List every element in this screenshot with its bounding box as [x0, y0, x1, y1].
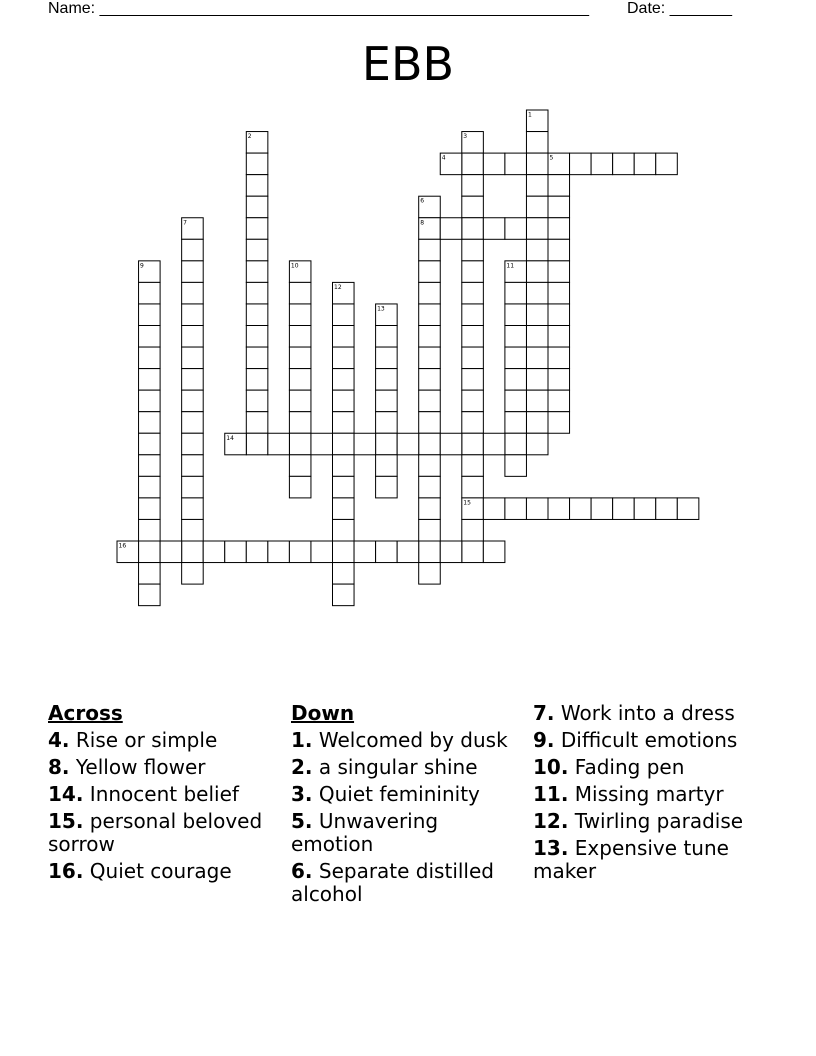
grid-cell[interactable]	[591, 498, 613, 520]
name-field-label[interactable]: Name: _______________________________________________________	[48, 0, 589, 17]
grid-cell[interactable]	[376, 541, 398, 563]
grid-cell[interactable]	[246, 369, 268, 391]
grid-cell[interactable]	[246, 261, 268, 283]
grid-cell[interactable]	[376, 326, 398, 348]
grid-cell[interactable]	[462, 519, 484, 541]
clue-number: 10.	[533, 755, 569, 779]
clue-number: 2.	[291, 755, 313, 779]
clue-down-5	[291, 810, 516, 856]
grid-cell[interactable]	[462, 476, 484, 498]
grid-cell[interactable]	[505, 498, 527, 520]
clue-text: Quiet femininity	[318, 782, 480, 806]
grid-cell[interactable]	[462, 153, 484, 175]
grid-cell[interactable]	[548, 347, 570, 369]
grid-cell[interactable]	[289, 326, 311, 348]
clue-down-11	[533, 783, 768, 806]
grid-cell[interactable]	[333, 390, 355, 412]
clue-number: 4.	[48, 728, 70, 752]
cell-number: 4	[441, 154, 446, 162]
clue-down-7	[533, 702, 768, 725]
clue-down-13	[533, 837, 768, 883]
clue-across-14	[48, 783, 283, 806]
cell-number: 14	[226, 434, 234, 442]
cell-number: 10	[290, 262, 299, 270]
grid-cell[interactable]	[526, 261, 548, 283]
clue-across-8	[48, 756, 283, 779]
grid-cell[interactable]	[462, 326, 484, 348]
grid-cell[interactable]	[289, 433, 311, 455]
grid-cell[interactable]	[182, 282, 204, 304]
grid-cell[interactable]	[139, 412, 161, 434]
grid-cell[interactable]	[333, 326, 355, 348]
grid-cell[interactable]	[548, 261, 570, 283]
cell-number: 1	[527, 111, 532, 119]
grid-cell[interactable]	[225, 541, 247, 563]
grid-cell[interactable]	[182, 563, 204, 585]
clue-number: 7.	[533, 701, 555, 725]
grid-cell[interactable]	[182, 519, 204, 541]
cell-number: 11	[506, 262, 515, 270]
clue-text: Fading pen	[574, 755, 685, 779]
across-heading: Across	[48, 701, 123, 725]
grid-cell[interactable]	[397, 433, 419, 455]
grid-cell[interactable]	[139, 347, 161, 369]
grid-cell[interactable]	[548, 218, 570, 240]
grid-cell[interactable]	[333, 584, 355, 606]
clue-down-6	[291, 860, 516, 906]
grid-cell[interactable]	[419, 498, 441, 520]
grid-cell[interactable]	[548, 282, 570, 304]
cell-number: 16	[118, 542, 127, 550]
date-field-label[interactable]: Date: _______	[627, 0, 732, 17]
grid-cell[interactable]	[246, 412, 268, 434]
grid-cell[interactable]	[526, 196, 548, 218]
grid-cell[interactable]	[289, 369, 311, 391]
grid-cell[interactable]	[526, 239, 548, 261]
grid-cell[interactable]	[139, 519, 161, 541]
grid-cell[interactable]	[289, 412, 311, 434]
grid-cell[interactable]	[419, 519, 441, 541]
grid-cell[interactable]	[246, 433, 268, 455]
grid-cell[interactable]	[526, 326, 548, 348]
grid-cell[interactable]	[139, 282, 161, 304]
grid-cell[interactable]	[440, 541, 462, 563]
clue-across-4	[48, 729, 283, 752]
grid-cell[interactable]	[462, 390, 484, 412]
grid-cell[interactable]	[139, 455, 161, 477]
grid-cell[interactable]	[526, 218, 548, 240]
grid-cell[interactable]	[246, 175, 268, 197]
grid-cell[interactable]	[591, 153, 613, 175]
clue-down-1	[291, 729, 516, 752]
grid-cell[interactable]	[246, 326, 268, 348]
grid-cell[interactable]	[182, 239, 204, 261]
grid-cell[interactable]	[246, 282, 268, 304]
clue-number: 3.	[291, 782, 313, 806]
grid-cell[interactable]	[333, 369, 355, 391]
grid-cell[interactable]	[462, 347, 484, 369]
grid-cell[interactable]	[634, 153, 656, 175]
clue-text: Twirling paradise	[574, 809, 744, 833]
grid-cell[interactable]	[419, 455, 441, 477]
clue-down-10	[533, 756, 768, 779]
grid-cell[interactable]	[548, 369, 570, 391]
clue-text: Difficult emotions	[560, 728, 738, 752]
grid-cell[interactable]	[333, 476, 355, 498]
grid-cell[interactable]	[139, 584, 161, 606]
grid-cell[interactable]	[419, 476, 441, 498]
grid-cell[interactable]	[634, 498, 656, 520]
cell-number: 7	[183, 219, 187, 227]
grid-cell[interactable]	[483, 433, 505, 455]
grid-cell[interactable]	[268, 433, 290, 455]
grid-cell[interactable]	[419, 541, 441, 563]
grid-cell[interactable]	[462, 304, 484, 326]
grid-cell[interactable]	[613, 153, 635, 175]
grid-cell[interactable]	[526, 369, 548, 391]
grid-cell[interactable]	[419, 326, 441, 348]
grid-cell[interactable]	[419, 390, 441, 412]
grid-cell[interactable]	[505, 153, 527, 175]
grid-cell[interactable]	[333, 304, 355, 326]
grid-cell[interactable]	[246, 153, 268, 175]
grid-cell[interactable]	[440, 433, 462, 455]
grid-cell[interactable]	[526, 433, 548, 455]
clue-across-15	[48, 810, 283, 856]
grid-cell[interactable]	[246, 541, 268, 563]
grid-cell[interactable]	[505, 390, 527, 412]
puzzle-title: EBB	[361, 37, 455, 91]
down-clues-column-2	[533, 702, 768, 887]
grid-cell[interactable]	[677, 498, 699, 520]
grid-cell[interactable]	[246, 390, 268, 412]
grid-cell[interactable]	[462, 261, 484, 283]
clue-number: 9.	[533, 728, 555, 752]
grid-cell[interactable]	[289, 282, 311, 304]
grid-cell[interactable]	[139, 563, 161, 585]
clue-number: 11.	[533, 782, 569, 806]
grid-cell[interactable]	[548, 239, 570, 261]
grid-cell[interactable]	[333, 455, 355, 477]
clue-text: Quiet courage	[89, 859, 232, 883]
grid-cell[interactable]	[182, 369, 204, 391]
grid-cell[interactable]	[526, 132, 548, 154]
grid-cell[interactable]	[419, 347, 441, 369]
cell-number: 2	[247, 133, 252, 141]
grid-cell[interactable]	[505, 282, 527, 304]
grid-cell[interactable]	[376, 476, 398, 498]
grid-cell[interactable]	[289, 390, 311, 412]
grid-cell[interactable]	[548, 390, 570, 412]
clue-text: Yellow flower	[75, 755, 206, 779]
grid-cell[interactable]	[462, 369, 484, 391]
grid-cell[interactable]	[462, 433, 484, 455]
clue-number: 16.	[48, 859, 84, 883]
grid-cell[interactable]	[505, 347, 527, 369]
grid-cell[interactable]	[333, 519, 355, 541]
grid-cell[interactable]	[462, 239, 484, 261]
grid-cell[interactable]	[656, 153, 678, 175]
grid-cell[interactable]	[462, 412, 484, 434]
clue-text: Rise or simple	[75, 728, 218, 752]
grid-cell[interactable]	[526, 412, 548, 434]
clue-across-16	[48, 860, 283, 883]
cell-number: 15	[463, 499, 471, 507]
grid-cell[interactable]	[333, 498, 355, 520]
grid-cell[interactable]	[182, 541, 204, 563]
grid-cell[interactable]	[376, 347, 398, 369]
grid-cell[interactable]	[462, 175, 484, 197]
grid-cell[interactable]	[182, 433, 204, 455]
grid-cell[interactable]	[182, 347, 204, 369]
grid-cell[interactable]	[483, 218, 505, 240]
grid-cell[interactable]	[246, 196, 268, 218]
grid-cell[interactable]	[462, 541, 484, 563]
grid-cell[interactable]	[548, 196, 570, 218]
grid-cell[interactable]	[440, 218, 462, 240]
grid-cell[interactable]	[419, 239, 441, 261]
grid-cell[interactable]	[333, 541, 355, 563]
grid-cell[interactable]	[526, 304, 548, 326]
grid-cell[interactable]	[354, 541, 376, 563]
grid-cell[interactable]	[656, 498, 678, 520]
clue-text: a singular shine	[318, 755, 478, 779]
grid-cell[interactable]	[376, 369, 398, 391]
grid-cell[interactable]	[246, 239, 268, 261]
grid-cell[interactable]	[311, 541, 333, 563]
grid-cell[interactable]	[139, 541, 161, 563]
clue-text: Innocent belief	[89, 782, 239, 806]
grid-cell[interactable]	[182, 476, 204, 498]
grid-cell[interactable]	[419, 412, 441, 434]
clue-down-9	[533, 729, 768, 752]
grid-cell[interactable]	[526, 153, 548, 175]
grid-cell[interactable]	[182, 412, 204, 434]
grid-cell[interactable]	[483, 498, 505, 520]
clue-down-12	[533, 810, 768, 833]
cell-number: 9	[140, 262, 144, 270]
clue-number: 12.	[533, 809, 569, 833]
grid-cell[interactable]	[139, 369, 161, 391]
clue-number: 13.	[533, 836, 569, 860]
grid-cell[interactable]	[483, 541, 505, 563]
grid-cell[interactable]	[333, 433, 355, 455]
clue-text: Work into a dress	[560, 701, 735, 725]
grid-cell[interactable]	[570, 498, 592, 520]
grid-cell[interactable]	[505, 412, 527, 434]
grid-cell[interactable]	[139, 304, 161, 326]
grid-cell[interactable]	[139, 433, 161, 455]
clue-number: 15.	[48, 809, 84, 833]
cell-number: 12	[334, 283, 342, 291]
grid-cell[interactable]	[246, 304, 268, 326]
grid-cell[interactable]	[505, 218, 527, 240]
grid-cell[interactable]	[548, 412, 570, 434]
clue-number: 1.	[291, 728, 313, 752]
grid-cell[interactable]	[139, 476, 161, 498]
grid-cell[interactable]	[505, 326, 527, 348]
clue-text: Missing martyr	[574, 782, 724, 806]
grid-cell[interactable]	[505, 304, 527, 326]
cell-number: 13	[377, 305, 385, 313]
grid-cell[interactable]	[333, 563, 355, 585]
grid-cell[interactable]	[182, 498, 204, 520]
grid-cell[interactable]	[376, 412, 398, 434]
clue-number: 5.	[291, 809, 313, 833]
grid-cell[interactable]	[376, 390, 398, 412]
grid-cell[interactable]	[182, 261, 204, 283]
grid-cell[interactable]	[505, 369, 527, 391]
cell-number: 6	[420, 197, 425, 205]
grid-cell[interactable]	[462, 196, 484, 218]
clue-number: 8.	[48, 755, 70, 779]
grid-cell[interactable]	[526, 175, 548, 197]
clue-number: 6.	[291, 859, 313, 883]
grid-cell[interactable]	[139, 326, 161, 348]
down-heading: Down	[291, 701, 355, 725]
grid-cell[interactable]	[419, 304, 441, 326]
grid-cell[interactable]	[526, 282, 548, 304]
grid-cell[interactable]	[548, 304, 570, 326]
across-clues-column	[48, 702, 283, 887]
grid-cell[interactable]	[462, 218, 484, 240]
grid-cell[interactable]	[570, 153, 592, 175]
grid-cell[interactable]	[505, 433, 527, 455]
grid-cell[interactable]	[268, 541, 290, 563]
grid-cell[interactable]	[526, 390, 548, 412]
grid-cell[interactable]	[289, 347, 311, 369]
grid-cell[interactable]	[182, 326, 204, 348]
cell-number: 8	[420, 219, 425, 227]
grid-cell[interactable]	[139, 390, 161, 412]
clue-text: Expensive tune maker	[533, 836, 729, 883]
grid-cell[interactable]	[182, 455, 204, 477]
clue-text: Separate distilled alcohol	[291, 859, 494, 906]
grid-cell[interactable]	[289, 304, 311, 326]
grid-cell[interactable]	[462, 282, 484, 304]
grid-cell[interactable]	[376, 433, 398, 455]
grid-cell[interactable]	[462, 455, 484, 477]
grid-cell[interactable]	[139, 498, 161, 520]
clue-text: Welcomed by dusk	[318, 728, 508, 752]
cell-number: 5	[549, 154, 554, 162]
grid-cell[interactable]	[203, 541, 225, 563]
grid-cell[interactable]	[397, 541, 419, 563]
grid-cell[interactable]	[419, 369, 441, 391]
grid-cell[interactable]	[505, 455, 527, 477]
grid-cell[interactable]	[289, 541, 311, 563]
grid-cell[interactable]	[289, 455, 311, 477]
grid-cell[interactable]	[526, 498, 548, 520]
clue-text: personal beloved sorrow	[48, 809, 263, 856]
grid-cell[interactable]	[419, 563, 441, 585]
grid-cell[interactable]	[246, 347, 268, 369]
grid-cell[interactable]	[182, 390, 204, 412]
grid-cell[interactable]	[548, 498, 570, 520]
down-clues-column-1	[291, 702, 516, 910]
grid-cell[interactable]	[182, 304, 204, 326]
grid-cell[interactable]	[419, 282, 441, 304]
grid-cell[interactable]	[160, 541, 182, 563]
grid-cell[interactable]	[311, 433, 333, 455]
grid-cell[interactable]	[376, 455, 398, 477]
grid-cell[interactable]	[246, 218, 268, 240]
grid-cell[interactable]	[419, 261, 441, 283]
grid-cell[interactable]	[333, 412, 355, 434]
grid-cell[interactable]	[613, 498, 635, 520]
grid-cell[interactable]	[289, 476, 311, 498]
clue-number: 14.	[48, 782, 84, 806]
grid-cell[interactable]	[483, 153, 505, 175]
clue-down-3	[291, 783, 516, 806]
grid-cell[interactable]	[333, 347, 355, 369]
clue-text: Unwavering emotion	[291, 809, 439, 856]
grid-cell[interactable]	[419, 433, 441, 455]
grid-cell[interactable]	[354, 433, 376, 455]
grid-cell[interactable]	[548, 326, 570, 348]
grid-cell[interactable]	[548, 175, 570, 197]
grid-cell[interactable]	[526, 347, 548, 369]
clue-down-2	[291, 756, 516, 779]
cell-number: 3	[463, 133, 468, 141]
